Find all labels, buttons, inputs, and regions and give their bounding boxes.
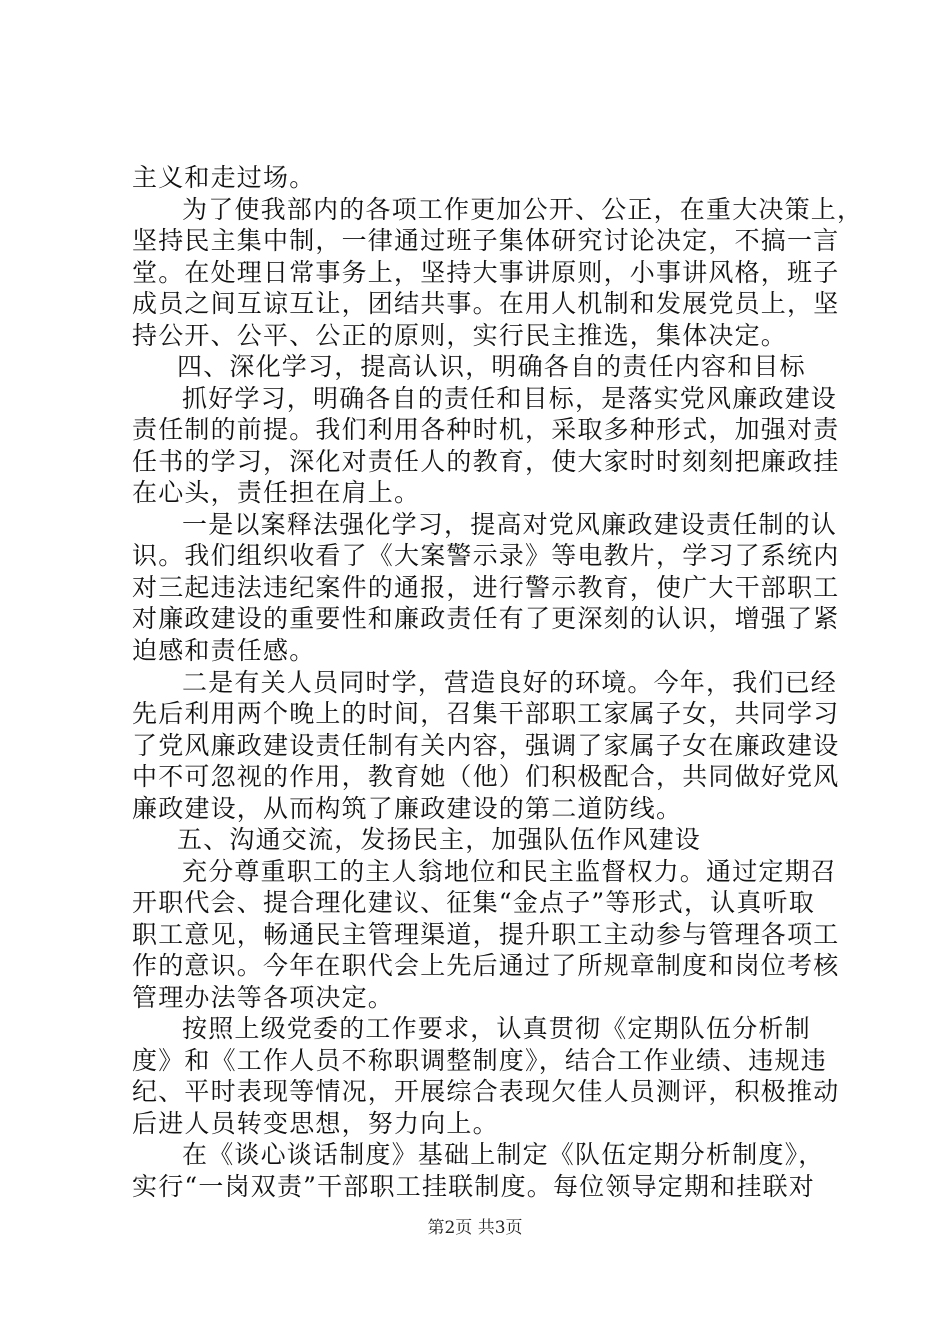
text-line: 主义和走过场。: [132, 163, 316, 192]
text-line: 作的意识。今年在职代会上先后通过了所规章制度和岗位考核: [132, 951, 840, 980]
text-line: 对廉政建设的重要性和廉政责任有了更深刻的认识，增强了紧: [132, 604, 840, 633]
text-line: 中不可忽视的作用，教育她（他）们积极配合，共同做好党风: [132, 762, 840, 791]
text-line: 后进人员转变思想，努力向上。: [132, 1109, 499, 1138]
text-line: 抓好学习，明确各自的责任和目标，是落实党风廉政建设: [182, 384, 838, 413]
text-line: 持公开、公平、公正的原则，实行民主推选，集体决定。: [132, 321, 788, 350]
text-line: 按照上级党委的工作要求，认真贯彻《定期队伍分析制: [182, 1014, 811, 1043]
text-line: 迫感和责任感。: [132, 636, 316, 665]
text-line: 一是以案释法强化学习，提高对党风廉政建设责任制的认: [182, 510, 838, 539]
text-line: 为了使我部内的各项工作更加公开、公正，在重大决策上，: [182, 195, 864, 224]
text-line: 充分尊重职工的主人翁地位和民主监督权力。通过定期召: [182, 857, 838, 886]
text-line: 管理办法等各项决定。: [132, 983, 395, 1012]
text-line: 坚持民主集中制，一律通过班子集体研究讨论决定，不搞一言: [132, 226, 840, 255]
text-line: 五、沟通交流，发扬民主，加强队伍作风建设: [177, 825, 702, 854]
text-line: 在心头，责任担在肩上。: [132, 478, 421, 507]
page-footer: 第2页 共3页: [427, 1218, 523, 1238]
text-line: 纪、平时表现等情况，开展综合表现欠佳人员测评，积极推动: [132, 1077, 840, 1106]
text-line: 度》和《工作人员不称职调整制度》，结合工作业绩、违规违: [132, 1046, 827, 1075]
text-line: 任书的学习，深化对责任人的教育，使大家时时刻刻把廉政挂: [132, 447, 840, 476]
text-line: 了党风廉政建设责任制有关内容，强调了家属子女在廉政建设: [132, 731, 840, 760]
text-line: 四、深化学习，提高认识，明确各自的责任内容和目标: [177, 352, 806, 381]
text-line: 在《谈心谈话制度》基础上制定《队伍定期分析制度》，: [182, 1140, 825, 1169]
text-line: 职工意见，畅通民主管理渠道，提升职工主动参与管理各项工: [132, 920, 840, 949]
text-line: 二是有关人员同时学，营造良好的环境。今年，我们已经: [182, 668, 838, 697]
text-line: 实行“一岗双责”干部职工挂联制度。每位领导定期和挂联对: [132, 1172, 815, 1201]
text-line: 先后利用两个晚上的时间，召集干部职工家属子女，共同学习: [132, 699, 840, 728]
text-line: 成员之间互谅互让，团结共事。在用人机制和发展党员上，坚: [132, 289, 840, 318]
text-line: 廉政建设，从而构筑了廉政建设的第二道防线。: [132, 794, 683, 823]
text-line: 堂。在处理日常事务上，坚持大事讲原则，小事讲风格，班子: [132, 258, 840, 287]
text-line: 责任制的前提。我们利用各种时机，采取多种形式，加强对责: [132, 415, 840, 444]
text-line: 开职代会、提合理化建议、征集“金点子”等形式，认真听取: [132, 888, 815, 917]
text-line: 识。我们组织收看了《大案警示录》等电教片，学习了系统内: [132, 541, 840, 570]
text-line: 对三起违法违纪案件的通报，进行警示教育，使广大干部职工: [132, 573, 840, 602]
